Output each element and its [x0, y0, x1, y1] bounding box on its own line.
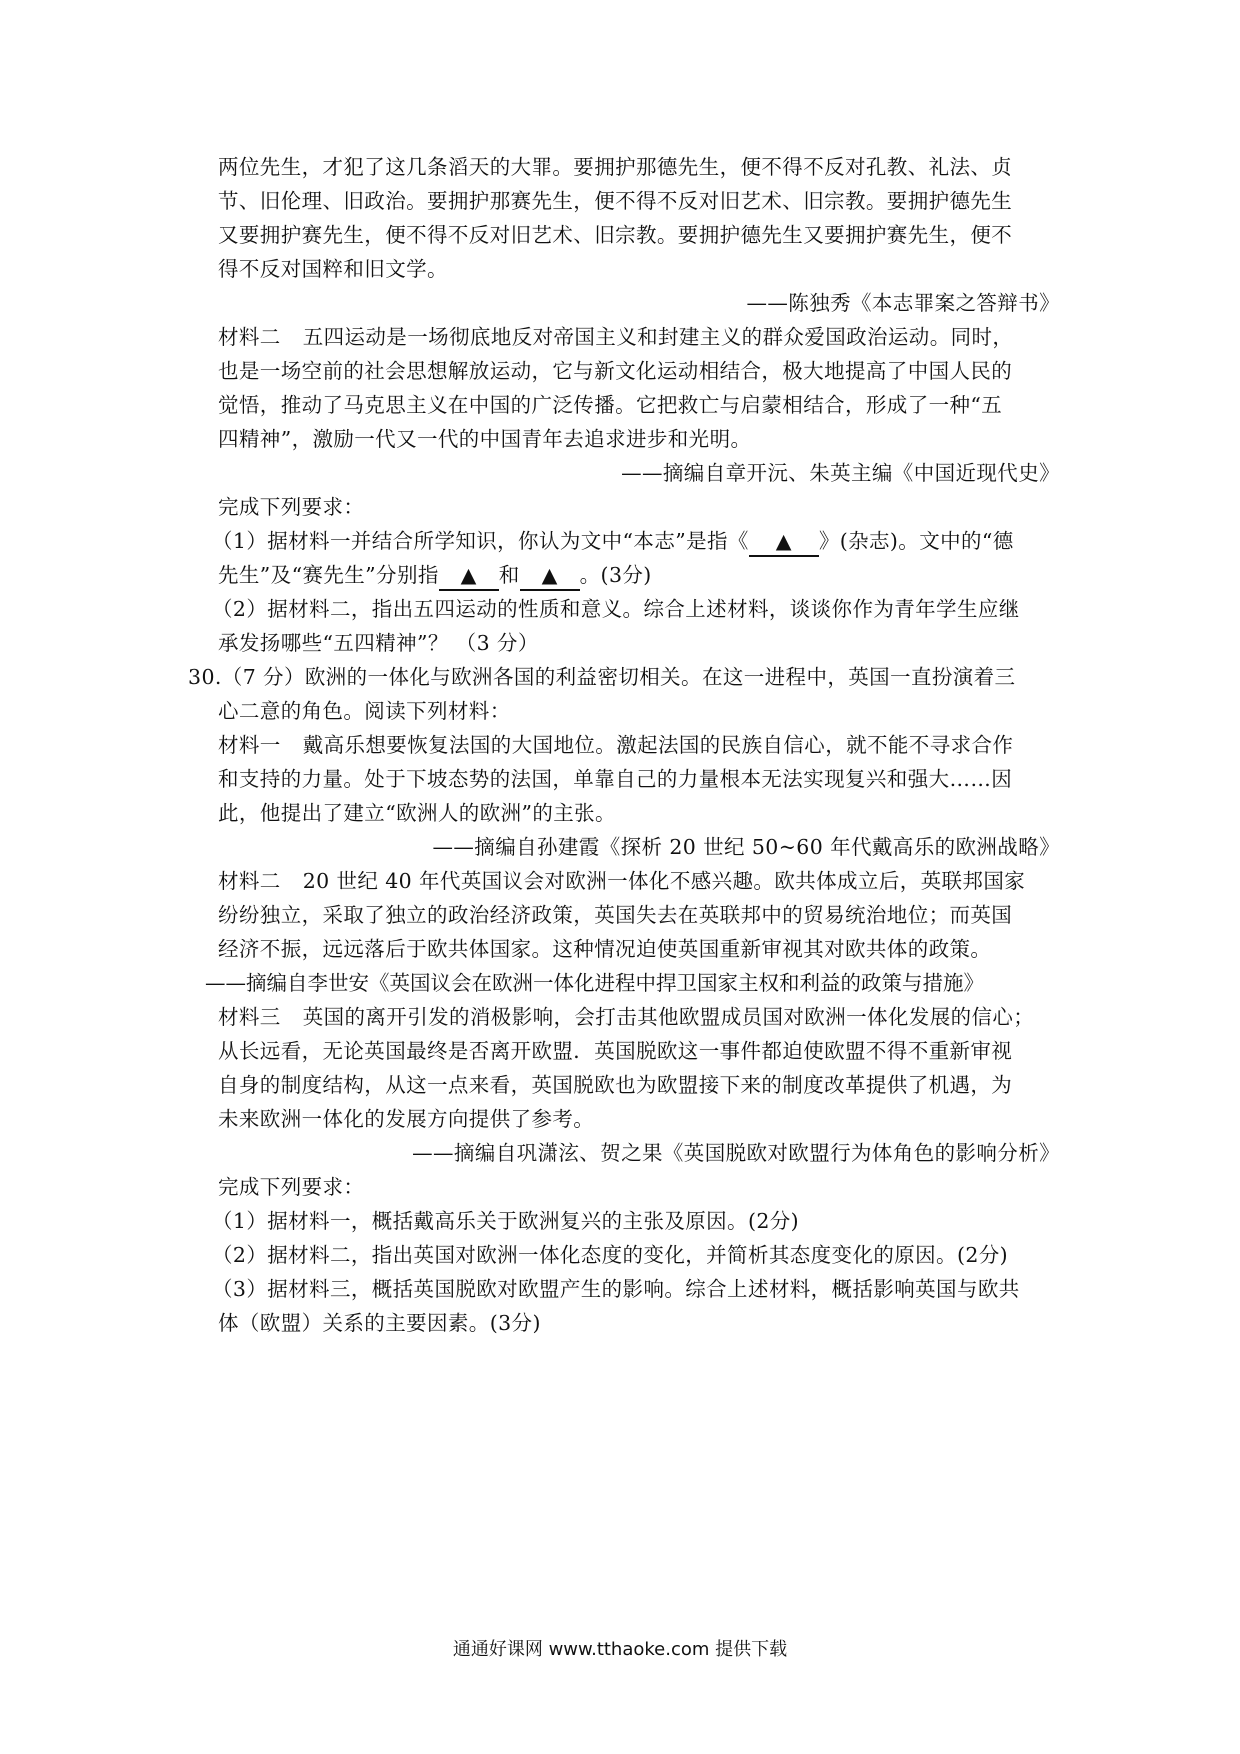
- q29-r1-line-2: [218, 558, 1058, 592]
- q30-m3-source: ——摘编自巩潇泫、贺之果《英国脱欧对欧盟行为体角色的影响分析》: [412, 1141, 1060, 1165]
- q29-r1-text-b: 》(杂志)。文中的“德: [818, 529, 1014, 553]
- q30-m1-line-1: [218, 728, 1058, 762]
- q29-r1-line-1: [212, 524, 1052, 558]
- q30-r3-line-1: （3）据材料三，概括英国脱欧对欧盟产生的影响。综合上述材料，概括影响英国与欧共: [212, 1277, 1020, 1301]
- q29-m1-source: ——陈独秀《本志罪案之答辩书》: [746, 291, 1060, 315]
- answer-blank-3: ▲: [520, 561, 580, 591]
- q30-m2-line-1: [218, 864, 1058, 898]
- q29-m1-line-3: 又要拥护赛先生，便不得不反对旧艺术、旧宗教。要拥护德先生又要拥护赛先生，便不: [218, 223, 1013, 247]
- page-footer: 通通好课网 www.tthaoke.com 提供下载: [452, 1639, 788, 1660]
- q30-requirements: 完成下列要求：: [218, 1175, 365, 1199]
- q30-r3-line-2: 体（欧盟）关系的主要因素。(3分): [218, 1311, 541, 1335]
- q30-m3-line-1: [218, 1000, 1058, 1034]
- q30-m2-text-1: 20 世纪 40 年代英国议会对欧洲一体化不感兴趣。欧共体成立后，英联邦国家: [302, 869, 1026, 893]
- q30-m3-label: 材料三: [218, 1005, 281, 1029]
- q30-m1-label: 材料一: [218, 733, 281, 757]
- q29-r2-line-2: 承发扬哪些“五四精神”？ （3 分）: [218, 631, 539, 655]
- q29-r1-text-c: 先生”及“赛先生”分别指: [218, 563, 439, 587]
- q30-m1-text-1: 戴高乐想要恢复法国的大国地位。激起法国的民族自信心，就不能不寻求合作: [302, 733, 1014, 757]
- q30-m3-line-4: 未来欧洲一体化的发展方向提供了参考。: [218, 1107, 595, 1131]
- q29-m2-source: ——摘编自章开沅、朱英主编《中国近现代史》: [621, 461, 1060, 485]
- q29-m2-text-1: 五四运动是一场彻底地反对帝国主义和封建主义的群众爱国政治运动。同时，: [302, 325, 1014, 349]
- q30-r2: （2）据材料二，指出英国对欧洲一体化态度的变化，并简析其态度变化的原因。(2分): [212, 1243, 1009, 1267]
- q30-m2-line-3: 经济不振，远远落后于欧共体国家。这种情况迫使英国重新审视其对欧共体的政策。: [218, 937, 992, 961]
- answer-blank-1: ▲: [749, 527, 819, 557]
- q29-r1-text-a: （1）据材料一并结合所学知识，你认为文中“本志”是指《: [212, 529, 749, 553]
- q30-m1-line-3: 此，他提出了建立“欧洲人的欧洲”的主张。: [218, 801, 616, 825]
- q30-m3-line-3: 自身的制度结构，从这一点来看，英国脱欧也为欧盟接下来的制度改革提供了机遇，为: [218, 1073, 1013, 1097]
- q29-r1-text-e: 。(3分): [579, 563, 652, 587]
- q29-m2-label: 材料二: [218, 325, 281, 349]
- q29-requirements: 完成下列要求：: [218, 495, 365, 519]
- q30-m2-line-2: 纷纷独立，采取了独立的政治经济政策，英国失去在英联邦中的贸易统治地位；而英国: [218, 903, 1013, 927]
- q29-m2-line-2: 也是一场空前的社会思想解放运动，它与新文化运动相结合，极大地提高了中国人民的: [218, 359, 1013, 383]
- q30-m2-label: 材料二: [218, 869, 281, 893]
- q29-m1-line-1: 两位先生，才犯了这几条滔天的大罪。要拥护那德先生，便不得不反对孔教、礼法、贞: [218, 155, 1013, 179]
- answer-blank-2: ▲: [439, 561, 499, 591]
- q30-m3-text-1: 英国的离开引发的消极影响，会打击其他欧盟成员国对欧洲一体化发展的信心；: [302, 1005, 1035, 1029]
- q29-m2-line-3: 觉悟，推动了马克思主义在中国的广泛传播。它把救亡与启蒙相结合，形成了一种“五: [218, 393, 1003, 417]
- q30-m2-source: ——摘编自李世安《英国议会在欧洲一体化进程中捍卫国家主权和利益的政策与措施》: [205, 971, 984, 995]
- q30-m3-line-2: 从长远看，无论英国最终是否离开欧盟．英国脱欧这一事件都迫使欧盟不得不重新审视: [218, 1039, 1013, 1063]
- q30-header-line-2: 心二意的角色。阅读下列材料：: [218, 699, 511, 723]
- q30-m1-source: ——摘编自孙建霞《探析 20 世纪 50~60 年代戴高乐的欧洲战略》: [432, 835, 1060, 859]
- q30-header-line-1: 30.（7 分）欧洲的一体化与欧洲各国的利益密切相关。在这一进程中，英国一直扮演着三: [188, 665, 1016, 689]
- q29-r2-line-1: （2）据材料二，指出五四运动的性质和意义。综合上述材料，谈谈你作为青年学生应继: [212, 597, 1020, 621]
- q29-r1-text-d: 和: [498, 563, 520, 587]
- q29-m1-line-4: 得不反对国粹和旧文学。: [218, 257, 448, 281]
- q30-m1-line-2: 和支持的力量。处于下坡态势的法国，单靠自己的力量根本无法实现复兴和强大……因: [218, 767, 1013, 791]
- q29-m1-line-2: 节、旧伦理、旧政治。要拥护那赛先生，便不得不反对旧艺术、旧宗教。要拥护德先生: [218, 189, 1013, 213]
- q29-m2-line-1: [218, 320, 1058, 354]
- q30-r1: （1）据材料一，概括戴高乐关于欧洲复兴的主张及原因。(2分): [212, 1209, 800, 1233]
- q29-m2-line-4: 四精神”，激励一代又一代的中国青年去追求进步和光明。: [218, 427, 752, 451]
